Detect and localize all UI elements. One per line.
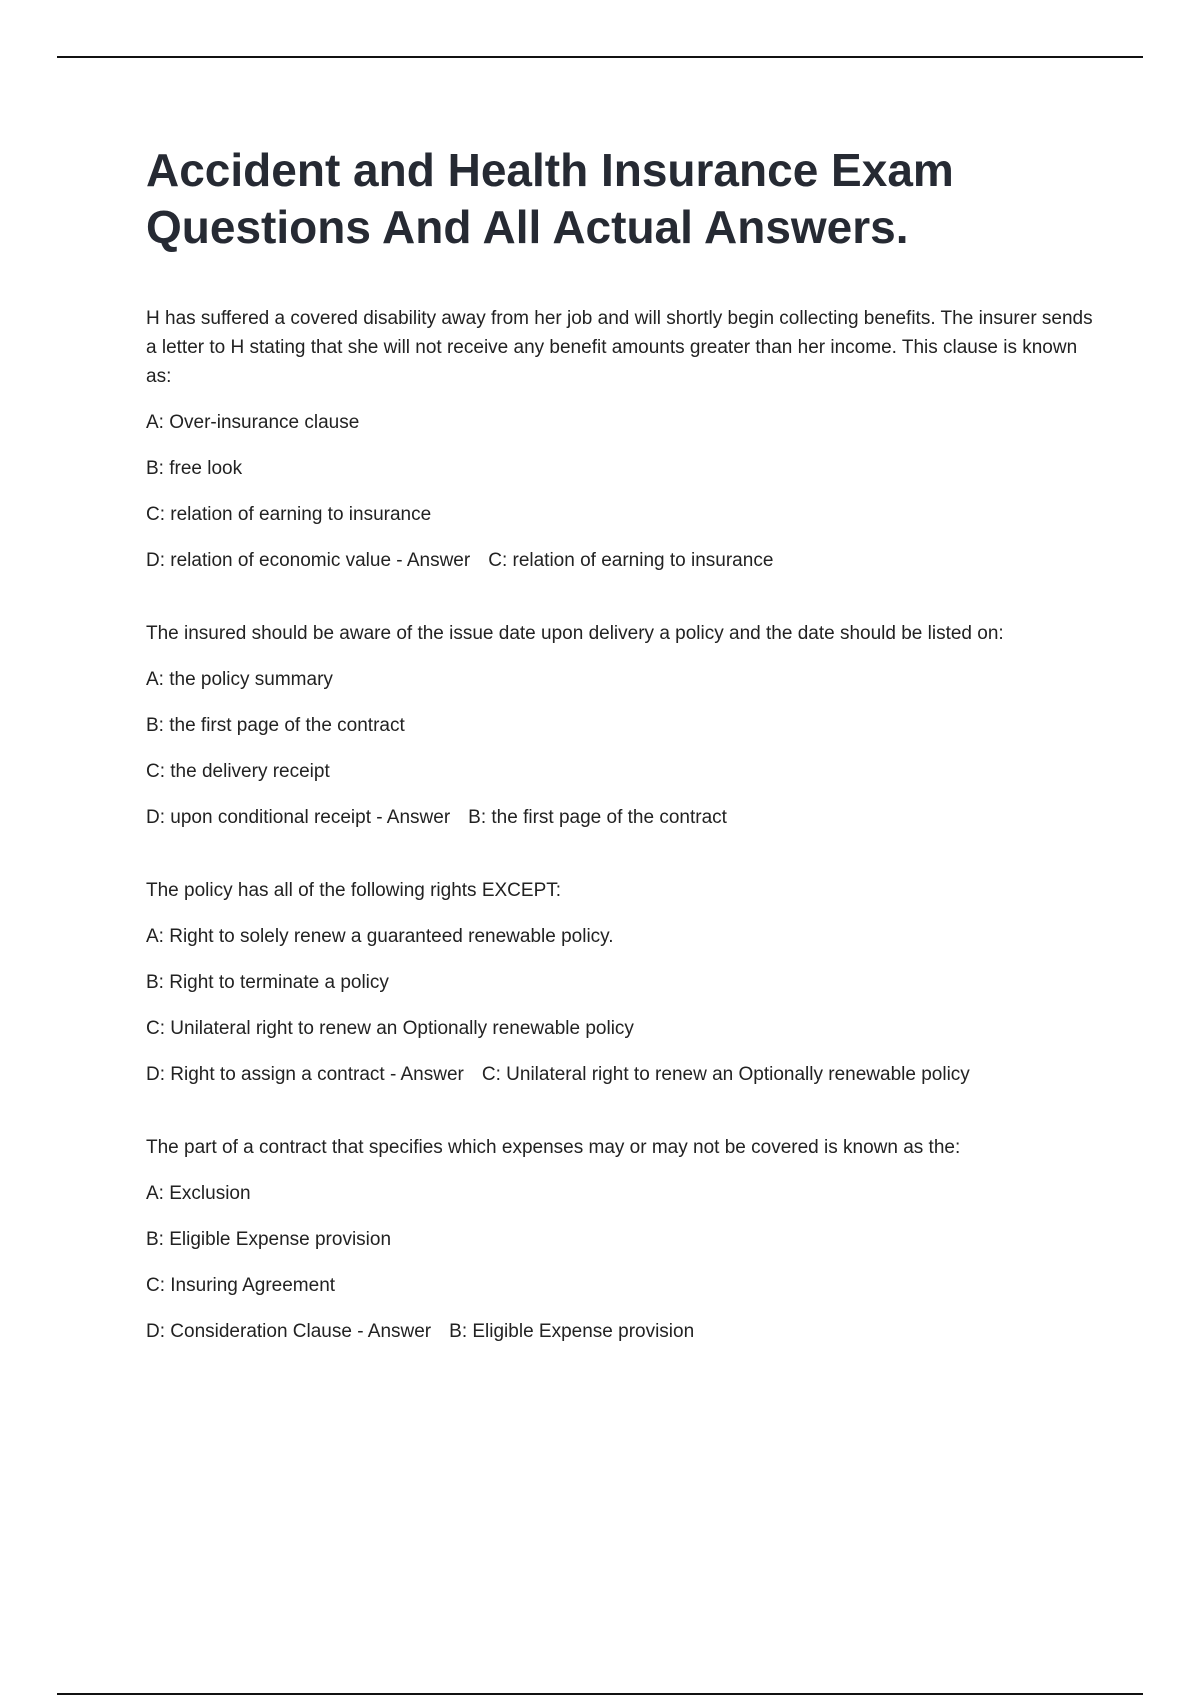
option-b: B: the first page of the contract (146, 715, 405, 736)
option-list (146, 922, 1096, 1089)
option-a: A: Over-insurance clause (146, 412, 360, 433)
question-text: The part of a contract that specifies which expenses may or may not be covered is known as the: (146, 1137, 961, 1158)
option-list (146, 665, 1096, 832)
option-d: D: Consideration Clause - Answer (146, 1321, 432, 1342)
answer-text: C: relation of earning to insurance (488, 550, 774, 571)
question-text: The policy has all of the following rights EXCEPT: (146, 880, 562, 901)
question-4 (146, 1133, 1096, 1346)
option-d: D: upon conditional receipt - Answer (146, 807, 451, 828)
option-c: C: the delivery receipt (146, 761, 330, 782)
option-d-with-answer (146, 803, 1096, 832)
option-list (146, 408, 1096, 575)
option-c: C: relation of earning to insurance (146, 504, 432, 525)
question-text: H has suffered a covered disability away from her job and will shortly begin collecting benefits. The insurer sends a letter to H stating that she will not receive any benefit amounts greater than her income. This clause is known as: (146, 308, 1093, 387)
option-c: C: Insuring Agreement (146, 1275, 336, 1296)
option-d-with-answer (146, 1317, 1096, 1346)
answer-text: B: the first page of the contract (468, 807, 727, 828)
bottom-rule (57, 1693, 1143, 1695)
question-3 (146, 876, 1096, 1089)
option-c: C: Unilateral right to renew an Optionally renewable policy (146, 1018, 634, 1039)
top-rule (57, 56, 1143, 58)
option-a: A: Exclusion (146, 1183, 251, 1204)
option-d-with-answer (146, 1060, 1096, 1089)
question-list (146, 304, 1096, 1346)
question-1 (146, 304, 1096, 575)
question-2 (146, 619, 1096, 832)
document-title: Accident and Health Insurance Exam Questions And All Actual Answers. (146, 144, 954, 253)
option-d: D: Right to assign a contract - Answer (146, 1064, 464, 1085)
option-b: B: Right to terminate a policy (146, 972, 389, 993)
document-body (146, 142, 1096, 1390)
answer-text: B: Eligible Expense provision (449, 1321, 695, 1342)
question-text: The insured should be aware of the issue date upon delivery a policy and the date should be listed on: (146, 623, 1004, 644)
option-b: B: Eligible Expense provision (146, 1229, 392, 1250)
option-b: B: free look (146, 458, 243, 479)
option-a: A: the policy summary (146, 669, 333, 690)
option-d-with-answer (146, 546, 1096, 575)
answer-text: C: Unilateral right to renew an Optionally renewable policy (481, 1064, 970, 1085)
option-list (146, 1179, 1096, 1346)
option-a: A: Right to solely renew a guaranteed renewable policy. (146, 926, 614, 947)
option-d: D: relation of economic value - Answer (146, 550, 471, 571)
